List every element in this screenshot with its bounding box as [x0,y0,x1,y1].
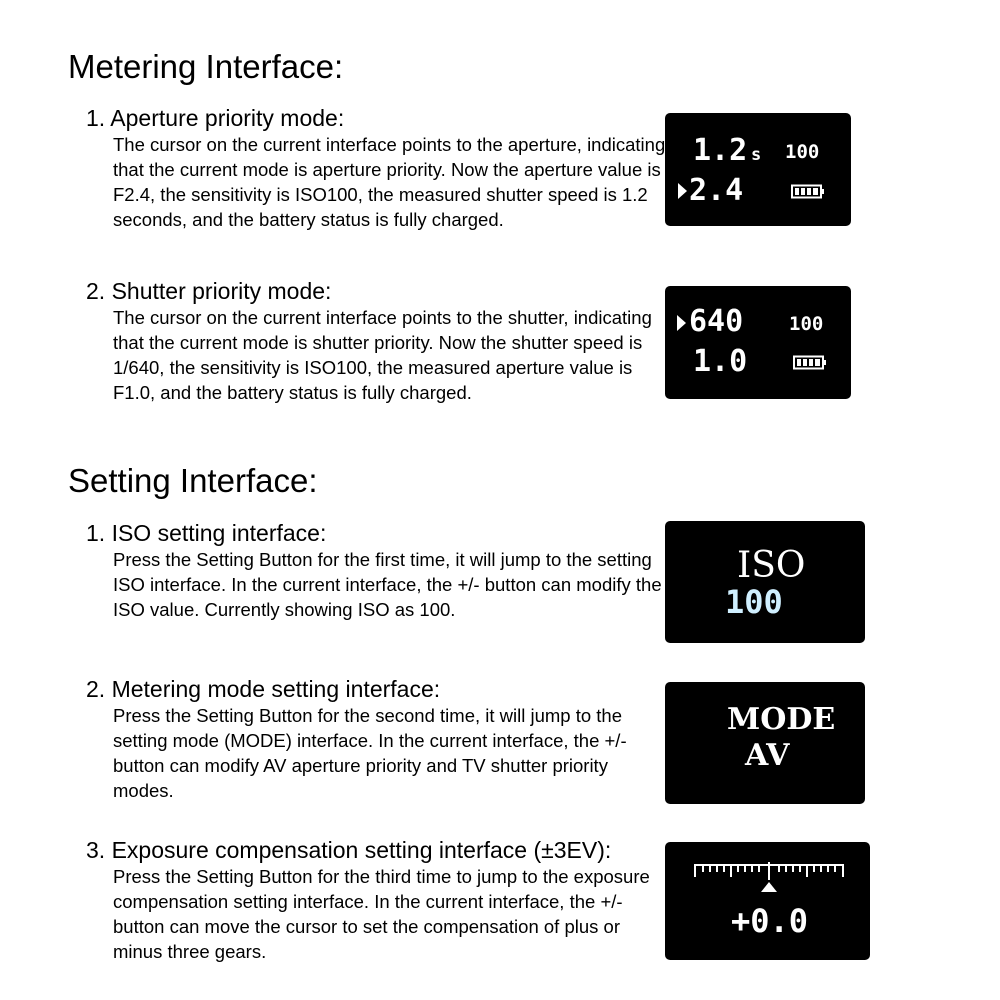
shutter-value: 1.2 [693,133,748,168]
iso-setting-screen [665,521,865,643]
iso-setting-heading: 1. ISO setting interface: [86,520,327,546]
mode-value: AV [745,738,790,773]
iso-label: ISO [737,545,806,586]
ev-setting-item [86,836,666,964]
ev-setting-description: Press the Setting Button for the third time to jump to the exposure compensation setting interface. In the current interface, the +/- button can move the cursor to set the compensation of plus or minus three gears. [113,866,650,962]
iso-setting-item [86,519,666,622]
iso-setting-description: Press the Setting Button for the first time, it will jump to the setting ISO interface. In the current interface, the +/- button can modify the ISO value. Currently showing ISO as 100. [113,549,662,620]
ev-value: +0.0 [731,902,809,940]
aperture-priority-screen [665,113,851,226]
scale-pointer-icon [761,882,777,892]
shutter-priority-description: The cursor on the current interface points to the shutter, indicating that the current mode is shutter priority. Now the shutter speed is 1/640, the sensitivity is ISO100, the measured aperture value is F1.0, and the battery status is fully charged. [113,307,652,403]
cursor-icon [678,183,687,199]
aperture-priority-description: The cursor on the current interface points to the aperture, indicating that the current mode is aperture priority. Now the aperture value is F2.4, the sensitivity is ISO100, the measured shutter speed is 1.2 seconds, and the battery status is fully charged. [113,134,666,230]
mode-setting-screen [665,682,865,804]
ev-setting-heading: 3. Exposure compensation setting interface (±3EV): [86,837,612,863]
iso-value: 100 [789,313,824,335]
mode-label: MODE [727,702,836,737]
aperture-priority-item [86,104,666,232]
mode-setting-heading: 2. Metering mode setting interface: [86,676,441,702]
mode-setting-item [86,675,666,803]
setting-section-title: Setting Interface: [68,462,318,499]
shutter-priority-item [86,277,666,405]
shutter-priority-screen [665,286,851,399]
iso-value: 100 [785,141,820,163]
metering-section-title: Metering Interface: [68,48,344,85]
battery-full-icon [791,184,825,199]
battery-full-icon [793,355,827,370]
shutter-priority-heading: 2. Shutter priority mode: [86,278,332,304]
iso-setting-value: 100 [725,583,783,621]
shutter-value: 640 [689,304,744,339]
mode-setting-description: Press the Setting Button for the second time, it will jump to the setting mode (MODE) interface. In the current interface, the +/- button can modify AV aperture priority and TV shutter priority modes. [113,705,627,801]
aperture-value: 1.0 [693,344,748,379]
aperture-priority-heading: 1. Aperture priority mode: [86,105,345,131]
aperture-value: 2.4 [689,173,744,208]
shutter-unit: s [751,145,762,165]
cursor-icon [677,315,686,331]
ev-setting-screen [665,842,870,960]
